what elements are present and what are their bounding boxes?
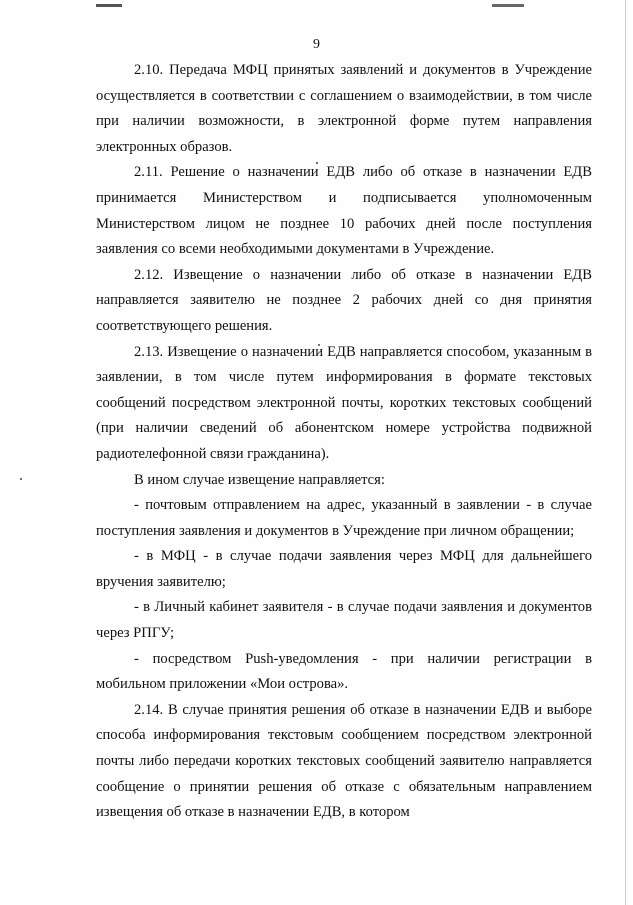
scan-artifact-mark — [492, 4, 524, 7]
page-edge — [625, 0, 626, 905]
scan-artifact-mark — [96, 4, 122, 7]
scan-artifact-dot — [20, 478, 22, 480]
paragraph-2-10: 2.10. Передача МФЦ принятых заявлений и документов в Учреждение осуществляется в соответствии с соглашением о взаимодействии, в том числе при наличии возможности, в электронной форме путем направления электронных образов. — [96, 62, 592, 155]
paragraph-2-13: 2.13. Извещение о назначении ЕДВ направляется способом, указанным в заявлении, в том числе путем информирования в формате текстовых сообщений посредством электронной почты, коротких текстовых сообщений (при наличии сведений об абонентском номере устройства подвижной радиотелефонной связи гражданина). — [96, 343, 592, 462]
paragraph-2-12: 2.12. Извещение о назначении либо об отказе в назначении ЕДВ направляется заявителю не позднее 2 рабочих дней со дня принятия соответствующего решения. — [96, 266, 592, 334]
paragraph-2-14: 2.14. В случае принятия решения об отказе в назначении ЕДВ и выборе способа информирования текстовым сообщением посредством электронной почты либо передачи коротких текстовых сообщений заявителю направляется сообщение о принятии решения об отказе с обязательным направлением извещения об отказе в назначении ЕДВ, в котором — [96, 701, 592, 821]
paragraph-otherwise: В ином случае извещение направляется: — [134, 471, 385, 488]
page-number: 9 — [313, 37, 320, 52]
list-item-personal-cabinet: - в Личный кабинет заявителя - в случае подачи заявления и документов через РПГУ; — [96, 599, 592, 642]
document-body — [96, 58, 592, 826]
list-item-push: - посредством Push-уведомления - при наличии регистрации в мобильном приложении «Мои острова». — [96, 650, 592, 693]
list-item-mfc: - в МФЦ - в случае подачи заявления через МФЦ для дальнейшего вручения заявителю; — [96, 548, 592, 590]
paragraph-2-11: 2.11. Решение о назначении ЕДВ либо об отказе в назначении ЕДВ принимается Министерством и подписывается уполномоченным Министерством лицом не позднее 10 рабочих дней после поступления заявления со всеми необходимыми документами в Учреждение. — [96, 164, 592, 258]
list-item-postal: - почтовым отправлением на адрес, указанный в заявлении - в случае поступления заявления и документов в Учреждение при личном обращении; — [96, 497, 592, 539]
